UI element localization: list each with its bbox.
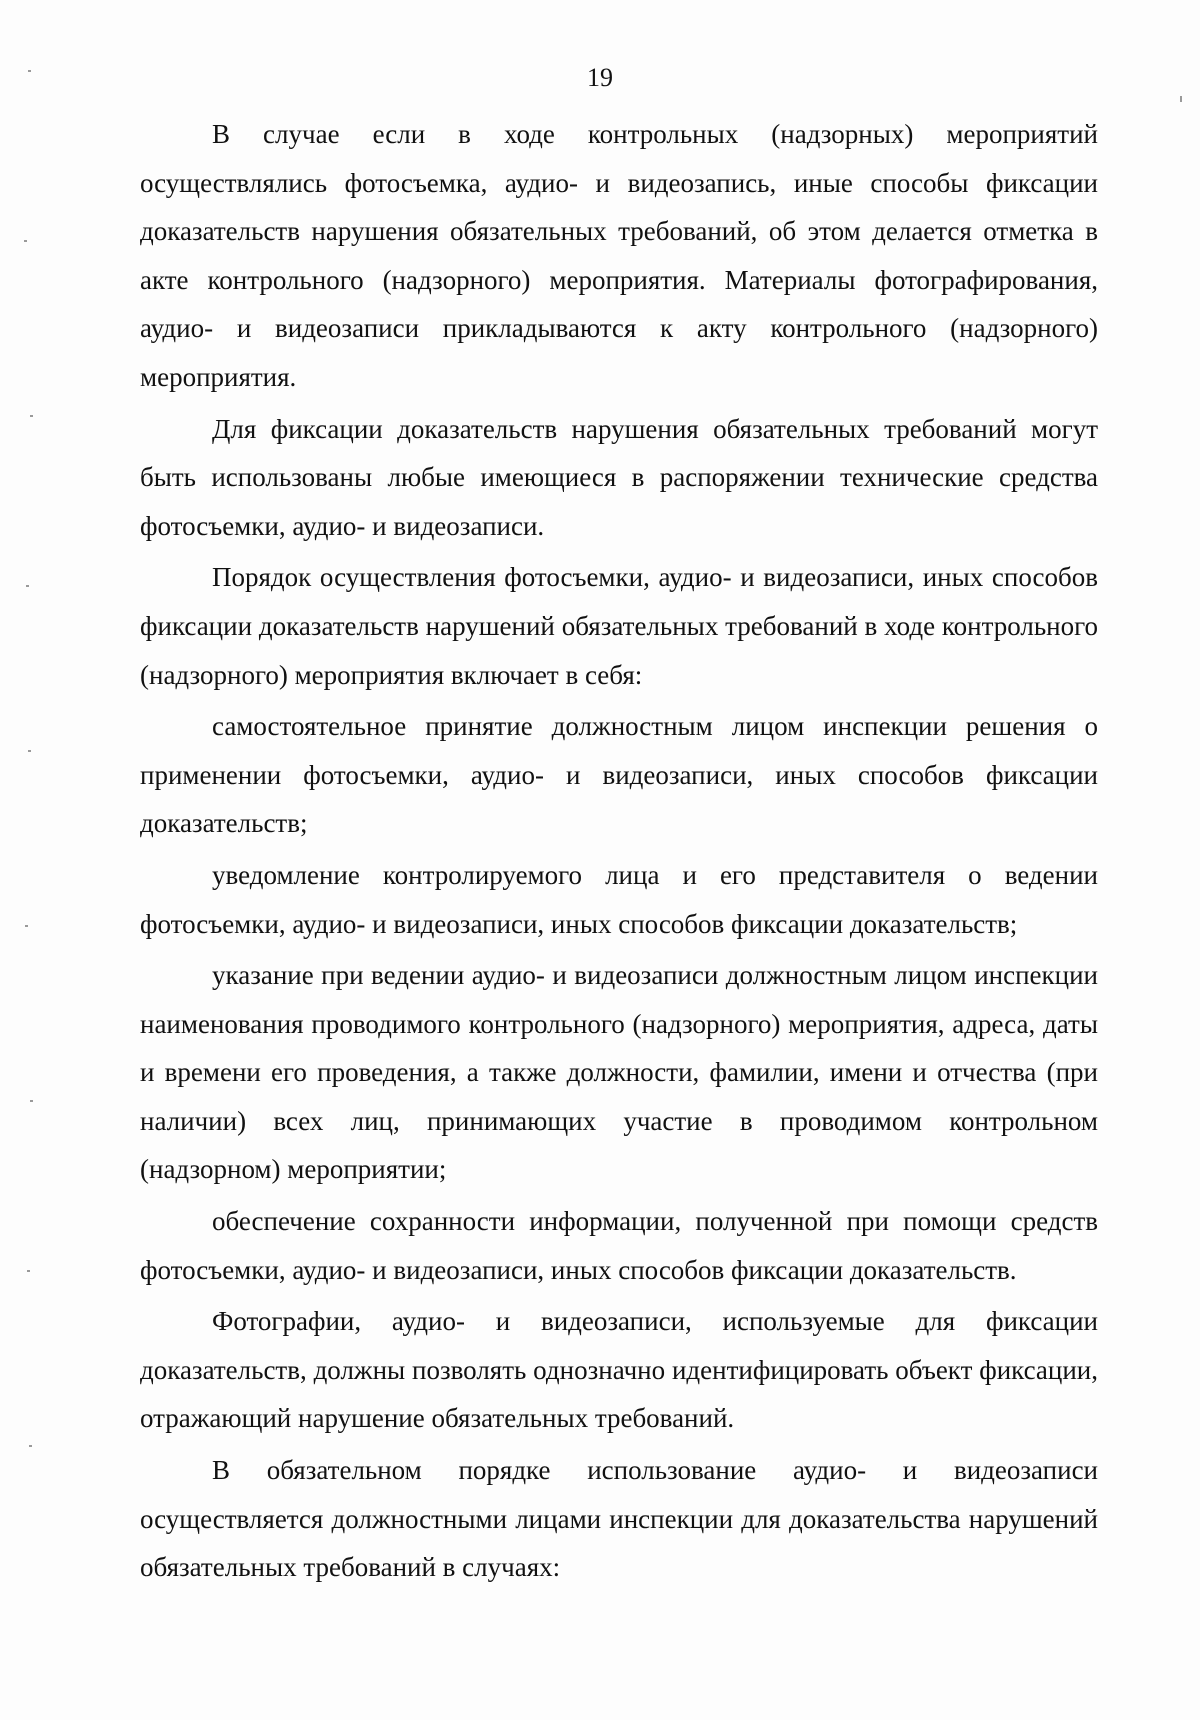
scan-speck xyxy=(30,1100,33,1102)
paragraph-procedure-item-preservation: обеспечение сохранности информации, полученной при помощи средств фотосъемки, аудио- и видеозаписи, иных способов фиксации доказательств. xyxy=(140,1206,1098,1285)
scan-speck xyxy=(25,925,28,927)
paragraph-procedure-item-recording-details: указание при ведении аудио- и видеозаписи должностным лицом инспекции наименования проводимого контрольного (надзорного) мероприятия, адреса, даты и времени его проведения, а также должности, фамилии, имени и отчества (при наличии) всех лиц, принимающих участие в проводимом контрольном (надзорном) мероприятии; xyxy=(140,960,1098,1185)
paragraph-technical-means: Для фиксации доказательств нарушения обязательных требований могут быть использованы любые имеющиеся в распоряжении технические средства фотосъемки, аудио- и видеозаписи. xyxy=(140,413,1098,541)
scan-speck xyxy=(28,70,31,72)
paragraph-procedure-item-notification: уведомление контролируемого лица и его представителя о ведении фотосъемки, аудио- и видеозаписи, иных способов фиксации доказательств; xyxy=(140,859,1098,939)
document-body xyxy=(140,110,1098,1595)
paragraph-procedure-intro: Порядок осуществления фотосъемки, аудио- и видеозаписи, иных способов фиксации доказательств нарушений обязательных требований в ходе контрольного (надзорного) мероприятия включает в себя: xyxy=(140,562,1098,690)
paragraph-mandatory-recording: В обязательном порядке использование аудио- и видеозаписи осуществляется должностными лицами инспекции для доказательства нарушений обязательных требований в случаях: xyxy=(140,1455,1098,1583)
scan-speck xyxy=(27,1270,30,1272)
paragraph-photo-fixation-act: В случае если в ходе контрольных (надзорных) мероприятий осуществлялись фотосъемка, аудио- и видеозапись, иные способы фиксации доказательств нарушения обязательных требований, об этом делается отметка в акте контрольного (надзорного) мероприятия. Материалы фотографирования, аудио- и видеозаписи прикладываются к акту контрольного (надзорного) мероприятия. xyxy=(140,119,1098,392)
scan-speck xyxy=(24,240,27,242)
scan-speck xyxy=(26,585,29,587)
scan-speck xyxy=(28,750,31,752)
scan-speck xyxy=(29,1445,32,1447)
paragraph-procedure-item-decision: самостоятельное принятие должностным лицом инспекции решения о применении фотосъемки, аудио- и видеозаписи, иных способов фиксации доказательств; xyxy=(140,711,1098,839)
scan-speck xyxy=(1180,96,1182,102)
scan-speck xyxy=(30,415,33,417)
paragraph-identification-requirement: Фотографии, аудио- и видеозаписи, используемые для фиксации доказательств, должны позволять однозначно идентифицировать объект фиксации, отражающий нарушение обязательных требований. xyxy=(140,1306,1098,1434)
page-number: 19 xyxy=(587,63,613,92)
